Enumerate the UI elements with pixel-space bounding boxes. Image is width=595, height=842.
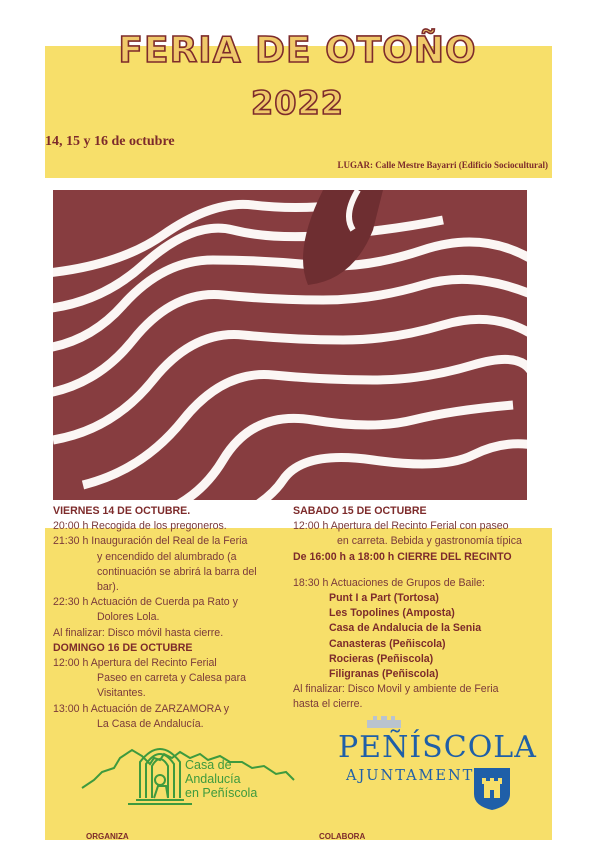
casa-line: Casa de <box>185 758 232 772</box>
program-line: Al finalizar: Disco Movil y ambiente de Feria <box>293 683 499 696</box>
program-line: Al finalizar: Disco móvil hasta cierre. <box>53 626 224 639</box>
page-title: FERIA DE OTOÑO <box>118 30 477 71</box>
program-line: 18:30 h Actuaciones de Grupos de Baile: <box>293 576 485 589</box>
flamenco-dress-illustration <box>53 190 527 500</box>
day-heading: DOMINGO 16 DE OCTUBRE <box>53 641 193 654</box>
program-left-column <box>53 504 289 732</box>
castle-crown-icon <box>367 716 401 728</box>
program-line: en carreta. Bebida y gastronomía típica <box>337 535 522 548</box>
ajuntament-label: AJUNTAMENT <box>346 768 475 784</box>
casa-line: Andalucía <box>185 772 241 786</box>
casa-andalucia-name <box>185 758 257 800</box>
program-line: 22:30 h Actuación de Cuerda pa Rato y <box>53 596 238 609</box>
penyiscola-wordmark: PEÑÍSCOLA <box>338 730 537 765</box>
program-line: 12:00 h Apertura del Recinto Ferial con paseo <box>293 520 509 533</box>
program-line: Dolores Lola. <box>97 611 160 624</box>
day-heading: VIERNES 14 DE OCTUBRE. <box>53 505 191 517</box>
program-line: 12:00 h Apertura del Recinto Ferial <box>53 657 217 670</box>
program-line: bar). <box>97 581 119 594</box>
program-line: hasta el cierre. <box>293 698 363 711</box>
program-line: 21:30 h Inauguración del Real de la Feria <box>53 535 248 548</box>
dance-group: Punt I a Part (Tortosa) <box>329 592 439 605</box>
program-line: continuación se abrirá la barra del <box>97 565 257 578</box>
castle-shield-icon <box>474 768 510 810</box>
dance-group: Filigranas (Peñiscola) <box>329 668 439 681</box>
program-right-column <box>293 504 543 713</box>
program-line: 20:00 h Recogida de los pregoneros. <box>53 520 227 533</box>
event-year: 2022 <box>250 84 345 122</box>
program-line: 13:00 h Actuación de ZARZAMORA y <box>53 702 230 715</box>
event-dates: 14, 15 y 16 de octubre <box>45 134 175 149</box>
dance-group: Canasteras (Peñiscola) <box>329 637 446 650</box>
day-heading: SABADO 15 DE OCTUBRE <box>293 505 427 517</box>
program-line: Visitantes. <box>97 687 146 700</box>
dance-group: Rocieras (Peñiscola) <box>329 652 434 665</box>
dance-group: Casa de Andalucia de la Senia <box>329 622 482 635</box>
dance-group: Les Topolines (Amposta) <box>329 607 455 620</box>
program-line: La Casa de Andalucía. <box>97 717 204 730</box>
colabora-label: COLABORA <box>319 832 366 841</box>
program-line: y encendido del alumbrado (a <box>97 550 237 563</box>
casa-line: en Peñíscola <box>185 786 258 800</box>
event-location: LUGAR: Calle Mestre Bayarri (Edificio Sociocultural) <box>337 160 548 170</box>
program-line: Paseo en carreta y Calesa para <box>97 672 246 685</box>
closing-notice: De 16:00 h a 18:00 h CIERRE DEL RECINTO <box>293 550 512 563</box>
organiza-label: ORGANIZA <box>86 832 129 841</box>
